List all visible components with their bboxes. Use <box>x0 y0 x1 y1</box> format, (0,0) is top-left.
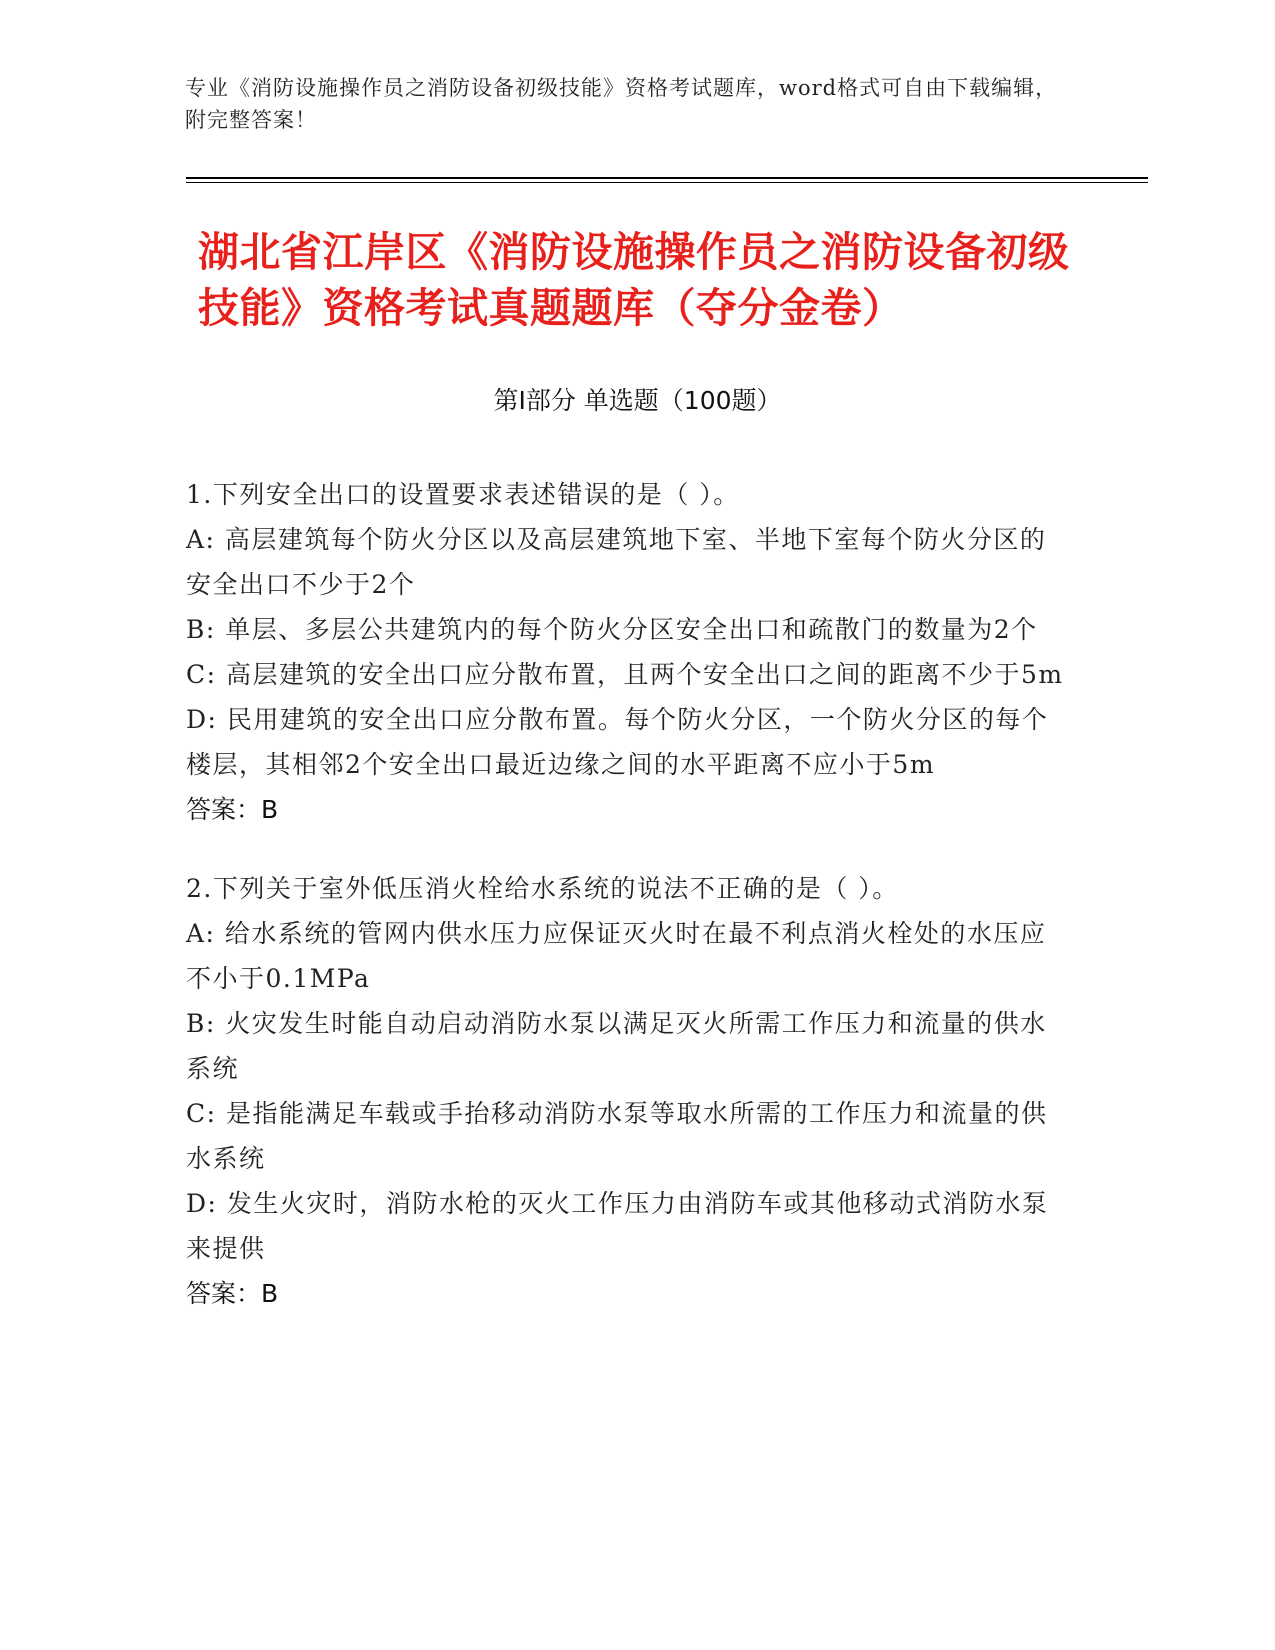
option-d: D: 发生火灾时，消防水枪的灭火工作压力由消防车或其他移动式消防水泵来提供 <box>186 1189 1049 1263</box>
option-c: C: 高层建筑的安全出口应分散布置，且两个安全出口之间的距离不少于5m <box>186 660 1064 689</box>
question-list <box>186 472 1066 1350</box>
header-note: 专业《消防设施操作员之消防设备初级技能》资格考试题库，word格式可自由下载编辑，附完整答案！ <box>185 76 1058 132</box>
section-title: 第Ⅰ部分 单选题（100题） <box>493 386 782 415</box>
option-b: B: 火灾发生时能自动启动消防水泵以满足灭火所需工作压力和流量的供水系统 <box>186 1009 1047 1083</box>
header-rule-thin <box>186 182 1148 183</box>
header-rule-thick <box>186 177 1148 179</box>
document-title: 湖北省江岸区《消防设施操作员之消防设备初级技能》资格考试真题题库（夺分金卷） <box>198 228 1070 332</box>
answer: 答案：B <box>186 795 279 824</box>
answer: 答案：B <box>186 1279 279 1308</box>
question-1 <box>186 472 1066 832</box>
option-a: A: 高层建筑每个防火分区以及高层建筑地下室、半地下室每个防火分区的安全出口不少于2个 <box>186 525 1047 599</box>
option-b: B: 单层、多层公共建筑内的每个防火分区安全出口和疏散门的数量为2个 <box>186 615 1038 644</box>
option-a: A: 给水系统的管网内供水压力应保证灭火时在最不利点消火栓处的水压应不小于0.1MPa <box>186 919 1047 993</box>
question-stem: 1.下列安全出口的设置要求表述错误的是（ ）。 <box>186 480 740 509</box>
option-c: C: 是指能满足车载或手抬移动消防水泵等取水所需的工作压力和流量的供水系统 <box>186 1099 1048 1173</box>
question-2 <box>186 866 1066 1316</box>
question-stem: 2.下列关于室外低压消火栓给水系统的说法不正确的是（ ）。 <box>186 874 899 903</box>
option-d: D: 民用建筑的安全出口应分散布置。每个防火分区，一个防火分区的每个楼层，其相邻2个安全出口最近边缘之间的水平距离不应小于5m <box>186 705 1049 779</box>
